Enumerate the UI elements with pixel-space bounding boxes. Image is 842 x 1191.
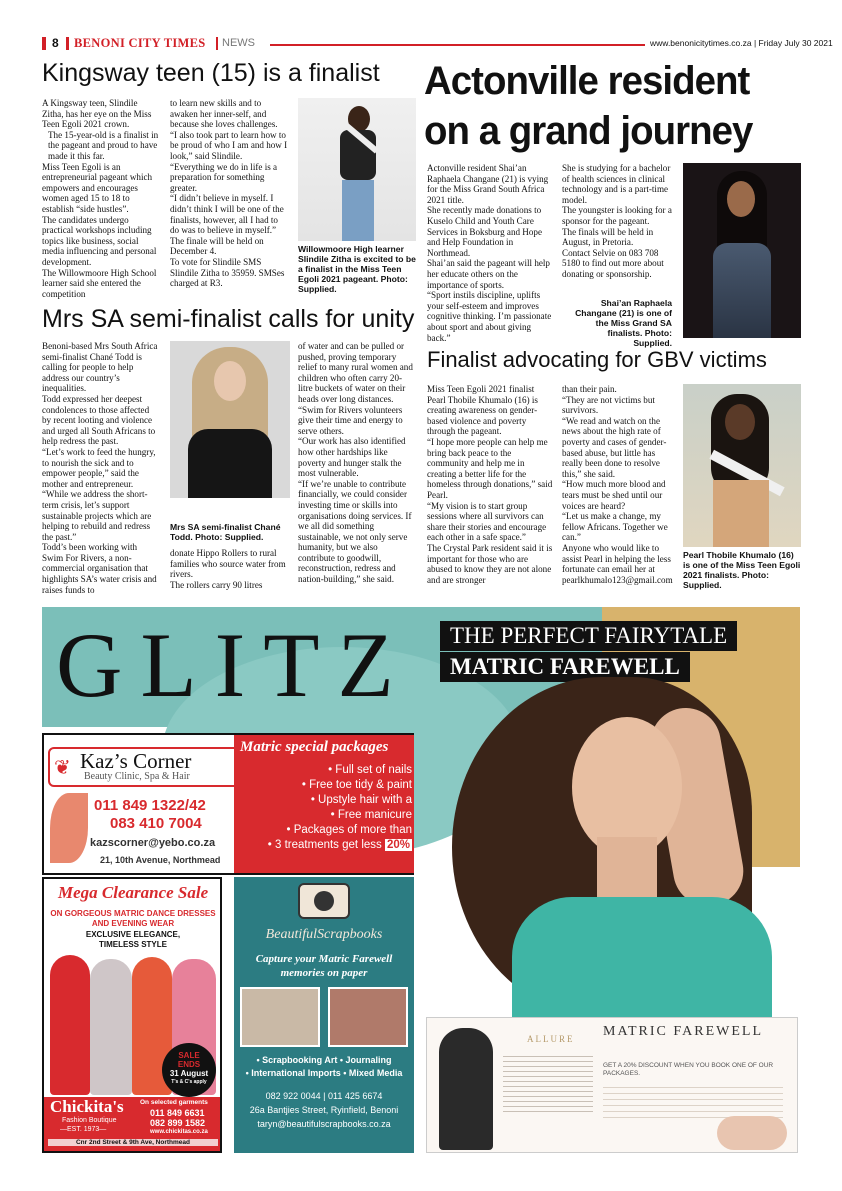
- chickitas-est: —EST. 1973—: [60, 1126, 107, 1133]
- scrap-email: taryn@beautifulscrapbooks.co.za: [257, 1119, 391, 1129]
- scrap-t1: Capture your Matric Farewell: [255, 953, 393, 965]
- kaz-name: Kaz’s Corner: [80, 749, 192, 773]
- para: She is studying for a bachelor of health sciences in clinical technology and is a part-time model.: [562, 163, 671, 205]
- kaz-address: 21, 10th Avenue, Northmead: [100, 855, 221, 865]
- chickitas-addr: Cnr 2nd Street & 9th Ave, Northmead: [48, 1139, 218, 1146]
- chickitas-dress-2: [90, 959, 132, 1095]
- allure-body-lines: [503, 1052, 593, 1112]
- scrap-brand-2: Scrapbooks: [317, 927, 383, 942]
- kaz-logo-icon: ❦: [54, 757, 71, 779]
- kaz-item: • Free toe tidy & paint: [301, 779, 412, 791]
- glitz-tag2: MATRIC FAREWELL: [440, 652, 690, 682]
- para: “We read and watch on the news about the high rate of poverty and cases of gender-based abuse, but little has really been done to resolve this,” she said.: [562, 415, 667, 479]
- actonville-col2: [562, 163, 677, 280]
- para: “My vision is to start group sessions where all survivors can share their stories and encourage each other in a safe space.”: [427, 500, 547, 543]
- chickitas-line4: TIMELESS STYLE: [98, 940, 167, 949]
- para: “Let us make a change, my fellow Africans. Together we can.”: [562, 511, 668, 543]
- kaz-item: • Upstyle hair with a: [310, 794, 412, 806]
- chickitas-line3: EXCLUSIVE ELEGANCE,: [85, 930, 181, 939]
- kaz-pct: 20%: [386, 839, 410, 851]
- chickitas-sale-badge: [162, 1043, 216, 1097]
- kingsway-photo: [298, 98, 416, 241]
- para: The rollers carry 90 litres: [170, 579, 263, 590]
- actonville-photo: [683, 163, 801, 338]
- allure-model: [439, 1028, 493, 1150]
- allure-discount: GET A 20% DISCOUNT WHEN YOU BOOK ONE OF OUR PACKAGES.: [603, 1062, 774, 1077]
- ends-text: ENDS: [177, 1060, 201, 1069]
- gbv-col2: [562, 384, 677, 585]
- para: Anyone who would like to assist Pearl in helping the less fortunate can email her at pearlkhumalo123@gmail.com: [562, 542, 673, 585]
- kaz-items: [250, 763, 412, 853]
- figure-face: [214, 361, 246, 401]
- para: The Crystal Park resident said it is important for those who are abused to know they are not alone and are stronger: [427, 542, 553, 585]
- actonville-headline: [424, 56, 789, 156]
- chickitas-line1: ON GORGEOUS MATRIC DANCE DRESSES: [50, 909, 216, 918]
- gbv-caption: Pearl Thobile Khumalo (16) is one of the Miss Teen Egoli 2021 finalists. Photo: Supplied.: [683, 550, 801, 590]
- paper-name: BENONI CITY TIMES: [74, 36, 206, 50]
- para: “How much more blood and tears must be shed until our voices are heard?: [562, 479, 666, 511]
- figure-legs: [342, 180, 374, 241]
- mrssa-col2: [170, 548, 288, 590]
- figure-face: [725, 404, 755, 440]
- allure-title: MATRIC FAREWELL: [603, 1024, 764, 1039]
- glitz-model-dress: [512, 897, 772, 1017]
- scrapbooks-ad: [234, 877, 414, 1153]
- para: “I hope more people can help me bring back peace to the community and help me in creating a better life for the homeless through donations,” said Pearl.: [427, 436, 553, 500]
- header-rule: [270, 44, 645, 46]
- sale-text: SALE: [178, 1051, 200, 1060]
- para: “Sport instils discipline, uplifts your self-esteem and improves cognitive thinking. I’m passionate about sport and about giving back.”: [427, 290, 552, 343]
- actonville-headline-1: Actonville resident: [424, 59, 750, 103]
- para: “If we’re unable to contribute financially, we could consider investing time or skills into organisations doing services. If we all did something sustainable, we not only serve humanity, but we also contribute to goodwill, reconstruction, redress and nation-building,” she said.: [298, 478, 412, 585]
- para: The candidates undergo practical workshops including topics like business, social media influencing and personal development.: [42, 214, 157, 267]
- mrssa-col3: [298, 341, 416, 585]
- mrssa-headline: Mrs SA semi-finalist calls for unity: [42, 305, 415, 333]
- chickitas-ph2: 082 899 1582: [150, 1118, 206, 1128]
- kaz-phone1: 011 849 1322/42: [94, 797, 206, 814]
- para: The finals will be held in August, in Pretoria.: [562, 226, 654, 248]
- chickitas-ph1: 011 849 6631: [150, 1108, 205, 1118]
- scrap-brand-1: Beautiful: [265, 927, 317, 942]
- actonville-caption: Shai’an Raphaela Changane (21) is one of the Miss Grand SA finalists. Photo: Supplied.: [575, 298, 672, 348]
- para: Todd expressed her deepest condolences to those affected by recent looting and violence and urged all South Africans to help redress the past.: [42, 393, 156, 447]
- para: She recently made donations to Kuselo Child and Youth Care Services in Boksburg and Hope and Help Foundation in Northmead.: [427, 205, 543, 258]
- para: than their pain.: [562, 384, 617, 394]
- para: “They are not victims but survivors.: [562, 394, 655, 416]
- kaz-banner: Matric special packages: [240, 739, 389, 755]
- para: “I also took part to learn how to be proud of who I am and how I look,” said Slindile.: [170, 129, 288, 161]
- para: The youngster is looking for a sponsor for the pageant.: [562, 205, 672, 226]
- section-name: NEWS: [222, 37, 255, 49]
- kaz-phone2: 083 410 7004: [110, 815, 202, 832]
- scrap-b1: • Scrapbooking Art • Journaling: [256, 1055, 392, 1065]
- para: “Everything we do in life is a preparation for something greater.: [170, 161, 278, 193]
- kingsway-col1: [42, 98, 160, 299]
- scrap-addr: 26a Bantjies Street, Ryinfield, Benoni: [249, 1105, 399, 1115]
- kaz-item-last: • 3 treatments get less 20%: [267, 839, 410, 851]
- kingsway-col2: [170, 98, 288, 289]
- page-header: [42, 36, 833, 52]
- allure-ad: [426, 1017, 798, 1153]
- gbv-photo: [683, 384, 801, 547]
- camera-lens: [314, 891, 334, 911]
- allure-logo: ALLURE: [527, 1034, 575, 1044]
- header-bar-mark: [42, 37, 46, 50]
- para: of water and can be pulled or pushed, proving temporary relief to many rural women and children who often carry 20-litre buckets of water on their heads over long distances.: [298, 341, 413, 404]
- para: Shai’an said the pageant will help her educate others on the importance of sports.: [427, 258, 550, 290]
- glitz-section: [42, 607, 800, 1159]
- figure-face: [727, 181, 755, 217]
- para: donate Hippo Rollers to rural families who source water from rivers.: [170, 548, 286, 580]
- kaz-item: • Free manicure: [330, 809, 412, 821]
- kaz-ad: [42, 733, 414, 875]
- gbv-headline: Finalist advocating for GBV victims: [427, 347, 767, 372]
- kaz-item: • Packages of more than: [286, 824, 412, 836]
- actonville-headline-2: on a grand journey: [424, 109, 753, 153]
- sale-date: 31 August: [169, 1069, 209, 1078]
- page-number: 8: [52, 36, 59, 50]
- glitz-tag1: THE PERFECT FAIRYTALE: [440, 621, 737, 651]
- kingsway-headline: Kingsway teen (15) is a finalist: [42, 59, 380, 87]
- para: Miss Teen Egoli is an entrepreneurial pageant which empowers and encourages women aged 15 to 18 to establish “side hustles”.: [42, 161, 153, 214]
- header-url-date: www.benonicitytimes.co.za | Friday July 30 2021: [650, 38, 833, 48]
- para: Actonville resident Shai’an Raphaela Changane (21) is vying for the Miss Grand South Africa 2021 title.: [427, 163, 549, 205]
- para: Todd’s been working with Swim For Rivers, a non-commercial organisation that highlights SA’s water crisis and raises funds to: [42, 542, 157, 595]
- figure-dress: [188, 429, 272, 498]
- scrap-photo-1: [240, 987, 320, 1047]
- kaz-item: • Full set of nails: [328, 764, 412, 776]
- figure-dress: [713, 480, 769, 547]
- kaz-sub: Beauty Clinic, Spa & Hair: [84, 771, 190, 782]
- scrap-b2: • International Imports • Mixed Media: [245, 1068, 403, 1078]
- allure-hand: [717, 1116, 787, 1150]
- glitz-model-face: [572, 717, 682, 857]
- sale-terms: T's & C's apply: [171, 1079, 207, 1085]
- para: to learn new skills and to awaken her inner-self, and because she loves challenges.: [170, 98, 278, 130]
- para: Miss Teen Egoli 2021 finalist Pearl Thobile Khumalo (16) is creating awareness on gender-based violence and poverty through the pageant.: [427, 384, 538, 437]
- para: “I didn’t believe in myself. I didn’t think I will be one of the finalists, however, all I had to do was to believe in myself.”: [170, 193, 284, 236]
- para: Contact Selvie on 083 708 5180 to find out more about donating or sponsorship.: [562, 247, 664, 279]
- kaz-email: kazscorner@yebo.co.za: [90, 837, 216, 849]
- scrap-brand: [234, 927, 414, 943]
- para: The Willowmoore High School learner said she entered the competition: [42, 267, 157, 299]
- chickitas-line2: AND EVENING WEAR: [91, 919, 175, 928]
- chickitas-brand: Chickita's: [50, 1097, 124, 1116]
- kaz-leaf: [50, 793, 88, 863]
- mrssa-caption: Mrs SA semi-finalist Chané Todd. Photo: Supplied.: [170, 522, 281, 542]
- header-divider: [216, 37, 218, 50]
- chickitas-ad: [42, 877, 222, 1153]
- para: The 15-year-old is a finalist in the pageant and proud to have made it this far.: [48, 129, 159, 161]
- para: To vote for Slindile SMS Slindile Zitha to 35959. SMSes charged at R3.: [170, 256, 285, 289]
- para: “Our work has also identified how other hardships like poverty and hunger stalk the most vulnerable.: [298, 436, 406, 479]
- header-bar-mark-2: [66, 37, 69, 50]
- glitz-title: GLITZ: [56, 614, 412, 716]
- scrap-photo-2: [328, 987, 408, 1047]
- chickitas-dress-1: [50, 955, 90, 1095]
- figure-dress: [713, 243, 771, 338]
- para: “Let’s work to feed the hungry, to nourish the sick and to empower people,” said the mother and entrepreneur.: [42, 446, 156, 489]
- para: A Kingsway teen, Slindile Zitha, has her eye on the Miss Teen Egoli 2021 crown.: [42, 98, 152, 130]
- kingsway-caption: Willowmoore High learner Slindile Zitha is excited to be a finalist in the Miss Teen Egoli 2021 pageant. Photo: Supplied.: [298, 244, 416, 294]
- scrap-phone: 082 922 0044 | 011 425 6674: [265, 1091, 383, 1101]
- para: The finale will be held on December 4.: [170, 235, 264, 257]
- chickitas-sel: On selected garments: [140, 1099, 208, 1106]
- chickitas-web: www.chickitas.co.za: [150, 1129, 208, 1135]
- para: “Swim for Rivers volunteers give their time and energy to serve others.: [298, 404, 403, 436]
- chickitas-brand-sub: Fashion Boutique: [62, 1117, 117, 1124]
- mrssa-col1: [42, 341, 160, 595]
- actonville-col1: [427, 163, 554, 343]
- para: “While we address the short-term crisis, let’s support sustainable projects which are helping to rebuild and redress the past.”: [42, 489, 152, 542]
- chickitas-title: Mega Clearance Sale: [58, 883, 209, 902]
- para: Benoni-based Mrs South Africa semi-finalist Chané Todd is calling for people to help address our country’s inequalities.: [42, 341, 158, 394]
- scrap-t2: memories on paper: [280, 967, 368, 979]
- gbv-col1: [427, 384, 555, 585]
- mrssa-photo: [170, 341, 290, 498]
